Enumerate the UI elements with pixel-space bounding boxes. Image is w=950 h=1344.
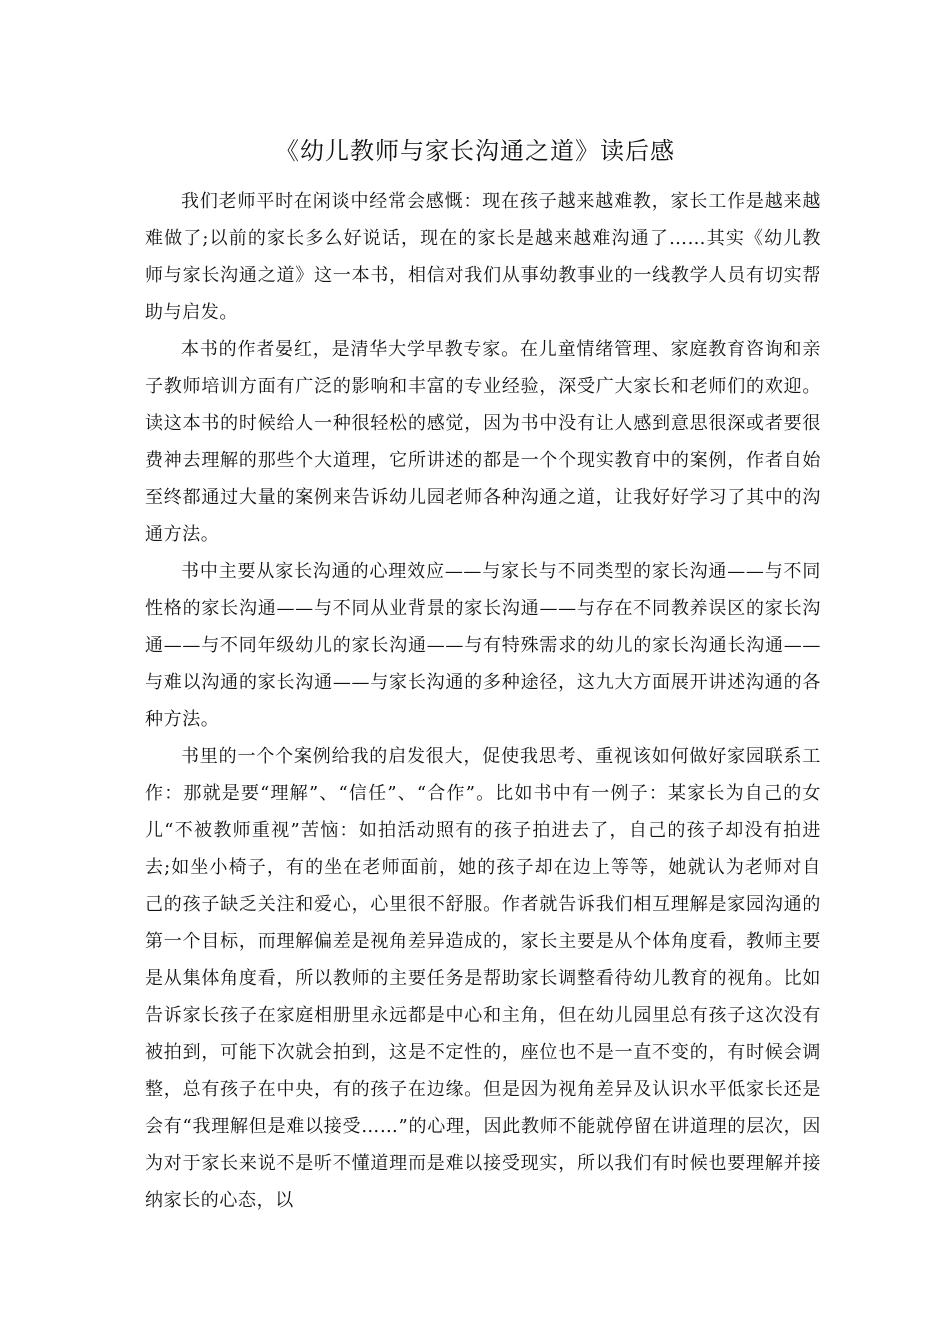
document-body	[145, 183, 821, 1219]
paragraph-author: 本书的作者晏红，是清华大学早教专家。在儿童情绪管理、家庭教育咨询和亲子教师培训方面有广泛的影响和丰富的专业经验，深受广大家长和老师们的欢迎。读这本书的时候给人一种很轻松的感觉，因为书中没有让人感到意思很深或者要很费神去理解的那些个大道理，它所讲述的都是一个个现实教育中的案例，作者自始至终都通过大量的案例来告诉幼儿园老师各种沟通之道，让我好好学习了其中的沟通方法。	[145, 339, 821, 545]
paragraph-case-example: 书里的一个个案例给我的启发很大，促使我思考、重视该如何做好家园联系工作：那就是要“理解”、“信任”、“合作”。比如书中有一例子：某家长为自己的女儿“不被教师重视”苦恼：如拍活动照有的孩子拍进去了，自己的孩子却没有拍进去;如坐小椅子，有的坐在老师面前，她的孩子却在边上等等，她就认为老师对自己的孩子缺乏关注和爱心，心里很不舒服。作者就告诉我们相互理解是家园沟通的第一个目标，而理解偏差是视角差异造成的，家长主要是从个体角度看，教师主要是从集体角度看，所以教师的主要任务是帮助家长调整看待幼儿教育的视角。比如告诉家长孩子在家庭相册里永远都是中心和主角，但在幼儿园里总有孩子这次没有被拍到，可能下次就会拍到，这是不定性的，座位也不是一直不变的，有时候会调整，总有孩子在中央，有的孩子在边缘。但是因为视角差异及认识水平低家长还是会有“我理解但是难以接受……”的心理，因此教师不能就停留在讲道理的层次，因为对于家长来说不是听不懂道理而是难以接受现实，所以我们有时候也要理解并接纳家长的心态，以	[145, 746, 821, 1211]
paragraph-intro: 我们老师平时在闲谈中经常会感慨：现在孩子越来越难教，家长工作是越来越难做了;以前的家长多么好说话，现在的家长是越来越难沟通了……其实《幼儿教师与家长沟通之道》这一本书，相信对我们从事幼教事业的一线教学人员有切实帮助与启发。	[145, 191, 821, 323]
document-title: 《幼儿教师与家长沟通之道》读后感	[275, 137, 675, 165]
paragraph-contents: 书中主要从家长沟通的心理效应——与家长与不同类型的家长沟通——与不同性格的家长沟通——与不同从业背景的家长沟通——与存在不同教养误区的家长沟通——与不同年级幼儿的家长沟通——与有特殊需求的幼儿的家长沟通长沟通——与难以沟通的家长沟通——与家长沟通的多种途径，这九大方面展开讲述沟通的各种方法。	[145, 561, 821, 730]
